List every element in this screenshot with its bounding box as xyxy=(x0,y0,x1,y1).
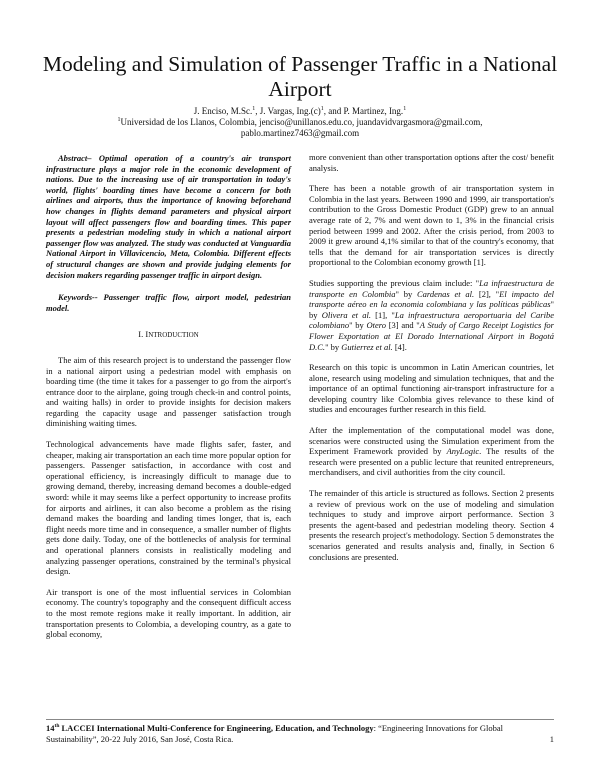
citation-author: Gutierrez et al. xyxy=(341,341,393,352)
text-run: " by xyxy=(395,288,417,299)
author-1-sup: 1 xyxy=(252,106,256,112)
affiliation: Universidad de los Llanos, Colombia, jenciso@unillanos.edu.co, juandavidvargasmora@gmail.com, xyxy=(120,117,483,127)
right-paragraph-6: The remainder of this article is structured as follows. Section 2 presents a review of previous work on the use of modeling and simulation techniques to study and improve airport performance. Section 3 presents the agent-based and pedestrian modeling theory. Section 4 presents the research project's methodology. Section 5 demonstrates the scenarios generated and results analysis and, finally, in Section 6 conclusions are presented. xyxy=(309,488,554,562)
paper-title: Modeling and Simulation of Passenger Traffic in a National Airport xyxy=(42,52,558,101)
section-name-initial: I xyxy=(145,329,149,340)
section-heading-introduction xyxy=(46,329,291,341)
right-paragraph-3 xyxy=(309,278,554,352)
footer-conference-name: LACCEI International Multi-Conference for Engineering, Education, and Technology xyxy=(59,723,374,733)
intro-paragraph-3: Air transport is one of the most influential services in Colombian economy. The country's topography and the consequent difficult access to the most remote regions make it really important. In addition, air transportation presents to Colombia, a developing country, as a gate to global economy, xyxy=(46,586,291,640)
text-run: [2], " xyxy=(474,288,500,299)
abstract: Abstract– Optimal operation of a country's air transport infrastructure plays a major role in the economic development of nations. Due to the increasing use of air transportation in today's world, flights' boarding times have become a concern for both airlines and airports, thus the importance of knowing beforehand how changes in flights demand parameters and physical airport layout will affect passengers flow and boarding times. This paper presents a pedestrian modeling study in which a national airport passenger flow was analyzed. The study was conducted at Vanguardia National Airport in Villavicencio, Meta, Colombia. Different effects of structural changes are shown and provide judging elements for decision makers regarding passenger traffic in airport design. xyxy=(46,153,291,280)
text-run: " by xyxy=(325,341,342,352)
page-number: 1 xyxy=(549,734,554,744)
section-name-rest: NTRODUCTION xyxy=(148,331,199,340)
page-footer xyxy=(46,719,554,745)
affiliation-sup: 1 xyxy=(117,117,121,123)
text-run: [1], " xyxy=(370,309,395,320)
right-paragraph-5 xyxy=(309,425,554,478)
footer-num: 14 xyxy=(46,723,55,733)
text-run: [3] and " xyxy=(386,320,420,331)
text-run: Studies supporting the previous claim include: " xyxy=(309,277,480,288)
author-3: , and P. Martinez, Ing. xyxy=(323,106,404,116)
author-3-sup: 1 xyxy=(403,106,407,112)
keywords: Keywords-- Passenger traffic flow, airport model, pedestrian model. xyxy=(46,292,291,313)
citation-title: El impacto del transporte aéreo en la economia colombiana y las políticas públicas xyxy=(309,288,554,310)
intro-paragraph-1: The aim of this research project is to understand the passenger flow in a national airport using a pedestrian model with emphasis on boarding time (the time it takes for a passenger to go from the airport's entrance door to the airplane, going trough check-in and control points, and waiting halls) in order to provide insights for decision makers regarding the capacity usage and passenger satisfaction trough diminishing waiting times. xyxy=(46,354,291,429)
intro-paragraph-2: Technological advancements have made flights safer, faster, and cheaper, making air transportation an each time more popular option for passengers. Passenger satisfaction, in accordance with cost and operational efficiency, is increasingly difficult to manage due to growing demand, thereby, increasing demand becomes a double-edged sword: while it may seems like a perfect opportunity to increase profits for airports and airlines, it can also become a problem as the rising demand makes the boarding and landing times longer, that is, each flight needs more time and in consequence, a smaller number of flights gets done daily. Today, one of the bottlenecks of analysis for terminal and operational planners consists in realistically modeling and analyzing passenger operations, constrained by the terminal's physical design. xyxy=(46,439,291,577)
software-name: AnyLogic xyxy=(446,446,480,457)
author-1: J. Enciso, M.Sc. xyxy=(193,106,253,116)
right-paragraph-2: There has been a notable growth of air transportation system in Colombia in the last years. Between 1990 and 1999, air transportation's contribution to the Gross Domestic Product (GDP) grew to an annual average rate of 2, 7% and went down to 1, 3% in the financial crisis period between 1999 and 2002. After the crisis period, from 2003 to 2009 it grew around 4,1% similar to that of the country's economy, that tells that the demand for air transportation services is directly proportional to the Colombian economy growth [1]. xyxy=(309,183,554,268)
affiliation-email: pablo.martinez7463@gmail.com xyxy=(240,128,360,138)
citation-author: Cardenas et al. xyxy=(416,288,475,299)
author-line xyxy=(40,106,560,117)
text-run: . The results of the research were presented on a public lecture that reunited entrepreneurs, merchandisers, and civil authorities from the city council. xyxy=(309,446,554,478)
section-number: I. xyxy=(138,329,146,340)
author-block xyxy=(40,106,560,139)
right-paragraph-1: more convenient than other transportation options after the cost/ benefit analysis. xyxy=(309,152,554,173)
footer-theme: : “Engineering Innovations for Global Sustainability”, 20-22 July 2016, San José, Costa Rica. xyxy=(46,723,503,744)
citation-author: Otero xyxy=(366,320,387,331)
citation-author: Olivera et al. xyxy=(321,309,371,320)
author-2-sup: 1 xyxy=(320,106,324,112)
right-column xyxy=(309,152,554,572)
citation-title: A Study of Cargo Receipt Logistics for Flower Exportation at El Dorado International Airport in Bogotá D.C. xyxy=(309,320,554,352)
footer-conference xyxy=(46,723,554,745)
text-run: " by xyxy=(349,320,367,331)
left-column xyxy=(46,153,291,650)
right-paragraph-4: Research on this topic is uncommon in Latin American countries, let alone, research using modeling and simulation techniques, that and the importance of an optimal functioning air-transport infrastructure for a developing country like Colombia gives relevance to these kind of studies and encourages further research in this field. xyxy=(309,362,554,415)
author-2: , J. Vargas, Ing.(c) xyxy=(255,106,321,116)
text-run: [4]. xyxy=(392,341,407,352)
citation-title: La infraestructura aeroportuaria del Caribe colombiano xyxy=(309,309,554,331)
citation-title: La infraestructura de transporte en Colombia xyxy=(309,277,555,299)
footer-sup: th xyxy=(54,723,60,730)
affiliation-line xyxy=(40,117,560,128)
text-run: " by xyxy=(309,299,554,320)
text-run: After the implementation of the computational model was done, scenarios were constructed using the Simulation experiment from the Experiment Framework provided by xyxy=(309,425,554,457)
